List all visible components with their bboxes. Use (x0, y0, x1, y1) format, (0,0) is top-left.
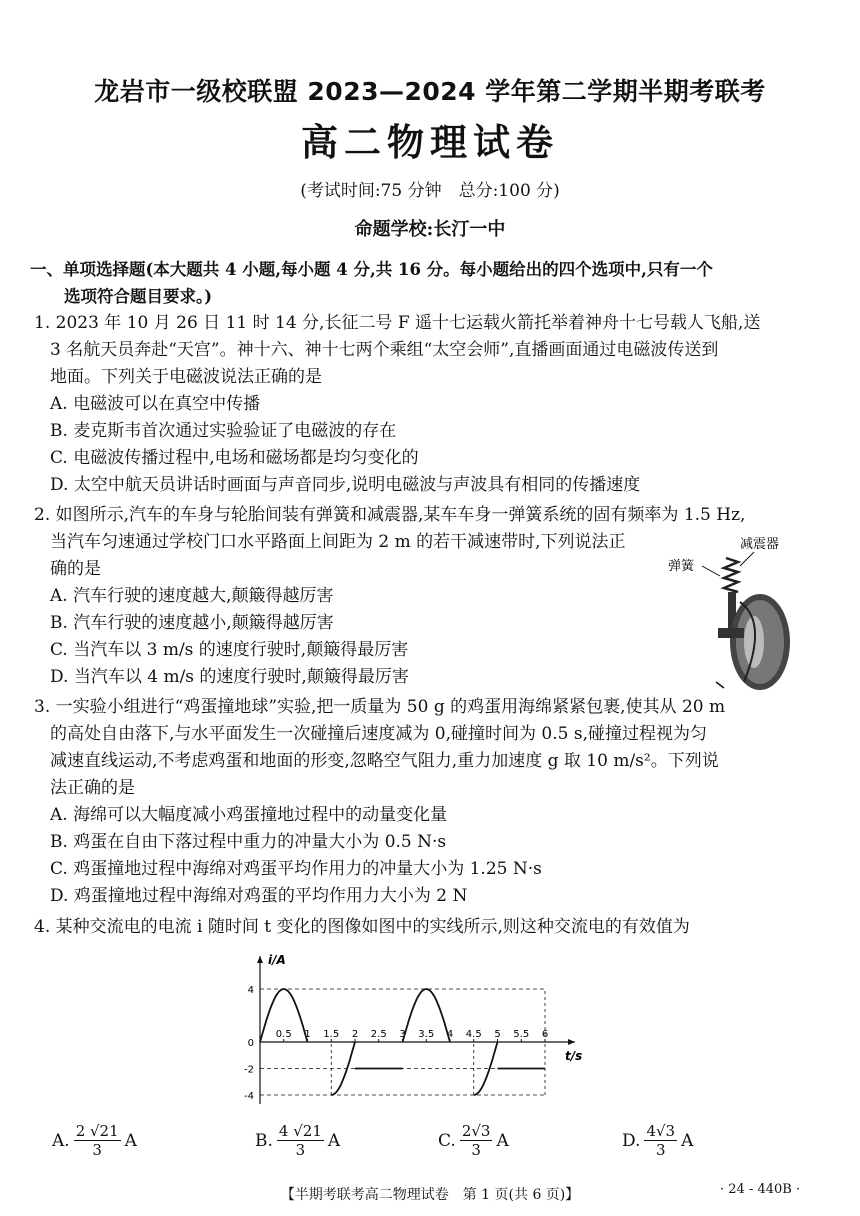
x-axis-arrow-icon (568, 1039, 575, 1045)
setter-school: 命题学校:长汀一中 (354, 219, 506, 240)
tire-icon (730, 594, 790, 690)
section-heading (30, 256, 820, 310)
option-b: B. 鸡蛋在自由下落过程中重力的冲量大小为 0.5 N·s (50, 832, 447, 852)
answer-c (438, 1122, 509, 1159)
x-tick-label: 4.5 (465, 1029, 482, 1040)
y-axis-arrow-icon (257, 956, 263, 963)
question-line: 地面。下列关于电磁波说法正确的是 (50, 367, 322, 387)
answer-label: B. (255, 1130, 273, 1151)
answer-label: C. (438, 1130, 456, 1151)
section-line: 一、单项选择题(本大题共 4 小题,每小题 4 分,共 16 分。每小题给出的四个选项中,只有一个 (30, 260, 713, 279)
question-line: 减速直线运动,不考虑鸡蛋和地面的形变,忽略空气阻力,重力加速度 g 取 10 m/s²。下列说 (50, 751, 719, 771)
answer-unit: A (124, 1130, 137, 1151)
control-arm-icon (718, 628, 744, 638)
fraction-denominator: 3 (92, 1141, 102, 1159)
x-tick-label: 4 (446, 1029, 454, 1040)
option-d: D. 当汽车以 4 m/s 的速度行驶时,颠簸得最厉害 (50, 667, 409, 687)
option-a: A. 海绵可以大幅度减小鸡蛋撞地过程中的动量变化量 (50, 805, 448, 825)
answer-fraction (277, 1122, 324, 1159)
exam-info: (考试时间:75 分钟 总分:100 分) (300, 181, 560, 201)
paper-code: · 24 - 440B · (720, 1182, 801, 1197)
question-4 (34, 914, 824, 941)
x-axis-label: t/s (565, 1049, 583, 1063)
ground-mark (716, 682, 724, 688)
question-line: 法正确的是 (50, 778, 135, 798)
answer-label: A. (52, 1130, 70, 1151)
fraction-numerator: 2√3 (461, 1122, 491, 1140)
x-tick-label: 5.5 (513, 1029, 530, 1040)
question-line: 3 名航天员奔赴“天宫”。神十六、神十七两个乘组“太空会师”,直播画面通过电磁波传送到 (50, 340, 719, 360)
answer-d (622, 1122, 693, 1159)
x-tick-label: 3 (399, 1029, 406, 1040)
answer-unit: A (327, 1130, 341, 1151)
answer-unit: A (496, 1130, 509, 1151)
fraction-numerator: 2 √21 (75, 1122, 119, 1140)
option-a: A. 电磁波可以在真空中传播 (50, 394, 261, 414)
section-line: 选项符合题目要求。) (64, 287, 213, 306)
x-tick-label: 2 (351, 1029, 359, 1040)
subject-title: 高二物理试卷 (301, 121, 559, 164)
fraction-numerator: 4 √21 (278, 1122, 322, 1140)
exam-title: 龙岩市一级校联盟 2023—2024 学年第二学期半期考联考 (94, 77, 766, 106)
question-3 (34, 694, 824, 910)
page-footer: 【半期考联考高二物理试卷 第 1 页(共 6 页)】 (280, 1187, 580, 1203)
y-tick-label: -2 (244, 1064, 254, 1076)
answer-fraction (644, 1122, 677, 1159)
fraction-denominator: 3 (655, 1141, 666, 1159)
question-line: 的高处自由落下,与水平面发生一次碰撞后速度减为 0,碰撞时间为 0.5 s,碰撞过程视为匀 (50, 724, 707, 744)
question-line: 当汽车匀速通过学校门口水平路面上间距为 2 m 的若干减速带时,下列说法正 (50, 532, 626, 552)
car-suspension-figure (668, 532, 798, 692)
x-tick-label: 1.5 (323, 1029, 340, 1040)
x-tick-label: 2.5 (370, 1029, 387, 1040)
answer-fraction (460, 1122, 493, 1159)
q4-answers (0, 1122, 860, 1172)
shock-pointer (740, 552, 754, 566)
option-a: A. 汽车行驶的速度越大,颠簸得越厉害 (50, 586, 334, 606)
question-line: 确的是 (50, 559, 101, 579)
x-tick-label: 0.5 (275, 1029, 292, 1040)
y-tick-label: 4 (247, 985, 254, 996)
y-tick-label: 0 (247, 1038, 254, 1049)
option-b: B. 汽车行驶的速度越小,颠簸得越厉害 (50, 613, 334, 633)
option-d: D. 太空中航天员讲话时画面与声音同步,说明电磁波与声波具有相同的传播速度 (50, 475, 641, 495)
spring-label: 弹簧 (668, 559, 695, 574)
y-tick-label: -4 (244, 1091, 254, 1102)
x-tick-label: 6 (541, 1029, 549, 1040)
option-c: C. 当汽车以 3 m/s 的速度行驶时,颠簸得最厉害 (50, 640, 409, 660)
x-tick-label: 3.5 (418, 1029, 435, 1040)
answer-label: D. (622, 1130, 641, 1151)
answer-b (255, 1122, 340, 1159)
fraction-denominator: 3 (471, 1141, 481, 1159)
fraction-denominator: 3 (295, 1141, 306, 1159)
option-c: C. 鸡蛋撞地过程中海绵对鸡蛋平均作用力的冲量大小为 1.25 N·s (50, 859, 542, 879)
current-time-chart (230, 948, 590, 1118)
spring-pointer (702, 566, 720, 576)
option-d: D. 鸡蛋撞地过程中海绵对鸡蛋的平均作用力大小为 2 N (50, 886, 468, 906)
question-line: 4. 某种交流电的电流 i 随时间 t 变化的图像如图中的实线所示,则这种交流电的有效值为 (34, 917, 690, 937)
answer-a (52, 1122, 137, 1159)
question-line: 1. 2023 年 10 月 26 日 11 时 14 分,长征二号 F 遥十七运载火箭托举着神舟十七号载人飞船,送 (34, 313, 761, 333)
option-c: C. 电磁波传播过程中,电场和磁场都是均匀变化的 (50, 448, 419, 468)
answer-fraction (74, 1122, 121, 1159)
x-tick-label: 5 (494, 1029, 501, 1040)
answer-unit: A (681, 1130, 694, 1151)
y-axis-label: i/A (268, 953, 286, 967)
question-line: 2. 如图所示,汽车的车身与轮胎间装有弹簧和减震器,某车车身一弹簧系统的固有频率为 1.5 Hz, (34, 505, 746, 525)
question-line: 3. 一实验小组进行“鸡蛋撞地球”实验,把一质量为 50 g 的鸡蛋用海绵紧紧包裹,使其从 20 m (34, 697, 726, 717)
question-1 (34, 310, 824, 499)
fraction-numerator: 4√3 (646, 1122, 676, 1140)
x-tick-label: 1 (304, 1029, 311, 1040)
shock-absorber-label: 减震器 (740, 537, 780, 552)
option-b: B. 麦克斯韦首次通过实验验证了电磁波的存在 (50, 421, 397, 441)
